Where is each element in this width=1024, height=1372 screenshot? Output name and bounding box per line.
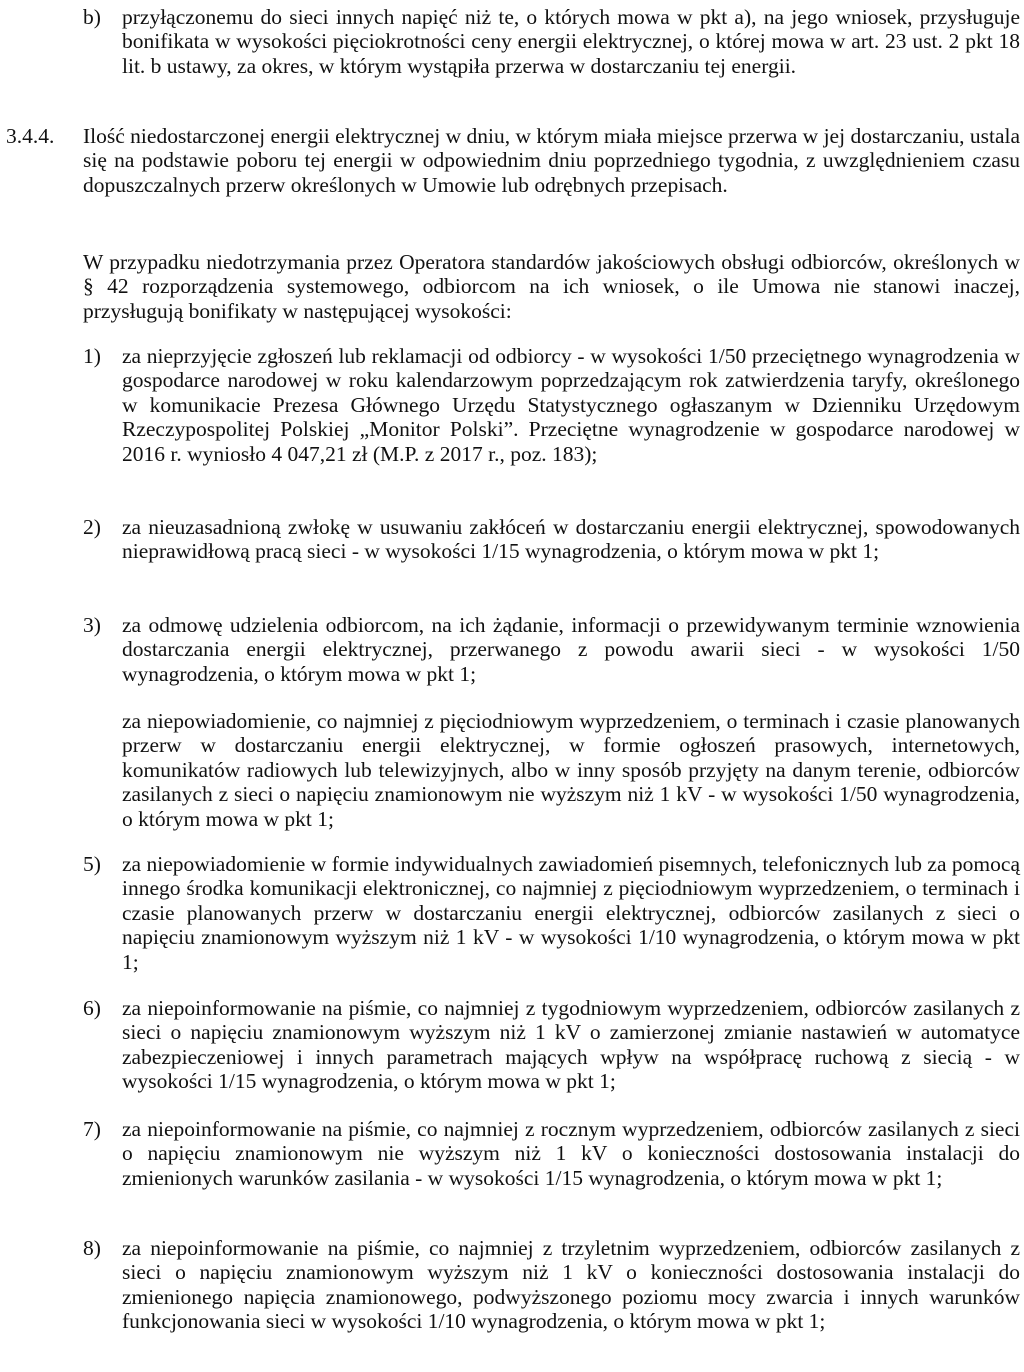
list-marker: 7): [83, 1117, 101, 1141]
list-item-text: za nieprzyjęcie zgłoszeń lub reklamacji od odbiorcy - w wysokości 1/50 przeciętnego wynagrodzenia w gospodarce narodowej w roku kalendarzowym poprzedzającym rok zatwierdzenia taryfy, określonego w komunikacie Prezesa Głównego Urzędu Statystycznego ogłaszanym w Dzienniku Urzędowym Rzeczypospolitej Polskiej „Monitor Polski”. Przeciętne wynagrodzenie w gospodarce narodowej w 2016 r. wyniosło 4 047,21 zł (M.P. z 2017 r., poz. 183);: [122, 344, 1020, 466]
intro-paragraph: W przypadku niedotrzymania przez Operatora standardów jakościowych obsługi odbiorców, określonych w § 42 rozporządzenia systemowego, odbiorcom na ich wniosek, o ile Umowa nie stanowi inaczej, przysługują bonifikaty w następującej wysokości:: [83, 250, 1020, 323]
list-item-text: przyłączonemu do sieci innych napięć niż te, o których mowa w pkt a), na jego wniosek, przysługuje bonifikata w wysokości pięciokrotności ceny energii elektrycznej, o której mowa w art. 23 ust. 2 pkt 18 lit. b ustawy, za okres, w którym wystąpiła przerwa w dostarczaniu tej energii.: [122, 5, 1020, 78]
list-marker: b): [83, 5, 101, 29]
list-marker: 1): [83, 344, 101, 368]
list-marker: 8): [83, 1236, 101, 1260]
list-item-text: za niepowiadomienie w formie indywidualnych zawiadomień pisemnych, telefonicznych lub za pomocą innego środka komunikacji elektronicznej, co najmniej z pięciodniowym wyprzedzeniem, o terminach i czasie planowanych przerw w dostarczaniu energii elektrycznej, odbiorców zasilanych z sieci o napięciu znamionowym wyższym niż 1 kV - w wysokości 1/10 wynagrodzenia, o którym mowa w pkt 1;: [122, 852, 1020, 974]
list-item-text: za niepoinformowanie na piśmie, co najmniej z trzyletnim wyprzedzeniem, odbiorców zasilanych z sieci o napięciu znamionowym wyższym niż 1 kV o konieczności dostosowania instalacji do zmienionego napięcia znamionowego, podwyższonego poziomu mocy zwarcia i innych warunków funkcjonowania sieci w wysokości 1/10 wynagrodzenia, o którym mowa w pkt 1;: [122, 1236, 1020, 1334]
list-marker: 5): [83, 852, 101, 876]
list-item-text: za niepoinformowanie na piśmie, co najmniej z tygodniowym wyprzedzeniem, odbiorców zasilanych z sieci o napięciu znamionowym wyższym niż 1 kV o zamierzonej zmianie nastawień w automatyce zabezpieczeniowej i innych parametrach mających wpływ na współpracę ruchową z siecią - w wysokości 1/15 wynagrodzenia, o którym mowa w pkt 1;: [122, 996, 1020, 1094]
section-number: 3.4.4.: [6, 124, 55, 148]
list-item-text: za odmowę udzielenia odbiorcom, na ich żądanie, informacji o przewidywanym terminie wznowienia dostarczania energii elektrycznej, przerwanego z powodu awarii sieci - w wysokości 1/50 wynagrodzenia, o którym mowa w pkt 1;: [122, 613, 1020, 686]
section-paragraph: [83, 124, 1020, 197]
list-marker: 3): [83, 613, 101, 637]
list-item-text: za nieuzasadnioną zwłokę w usuwaniu zakłóceń w dostarczaniu energii elektrycznej, spowodowanych nieprawidłową pracą sieci - w wysokości 1/15 wynagrodzenia, o którym mowa w pkt 1;: [122, 515, 1020, 564]
section-text: Ilość niedostarczonej energii elektrycznej w dniu, w którym miała miejsce przerwa w jej dostarczaniu, ustala się na podstawie poboru tej energii w odpowiednim dniu poprzedniego tygodnia, z uwzględnieniem czasu dopuszczalnych przerw określonych w Umowie lub odrębnych przepisach.: [83, 124, 1020, 197]
list-item-text: za niepowiadomienie, co najmniej z pięciodniowym wyprzedzeniem, o terminach i czasie planowanych przerw w dostarczaniu energii elektrycznej, w formie ogłoszeń prasowych, internetowych, komunikatów radiowych lub telewizyjnych, albo w inny sposób przyjęty na danym terenie, odbiorców zasilanych z sieci o napięciu znamionowym nie wyższym niż 1 kV - w wysokości 1/50 wynagrodzenia, o którym mowa w pkt 1;: [122, 709, 1020, 831]
list-marker: 2): [83, 515, 101, 539]
list-item-text: za niepoinformowanie na piśmie, co najmniej z rocznym wyprzedzeniem, odbiorców zasilanych z sieci o napięciu znamionowym nie wyższym niż 1 kV o konieczności dostosowania instalacji do zmienionych warunków zasilania - w wysokości 1/15 wynagrodzenia, o którym mowa w pkt 1;: [122, 1117, 1020, 1190]
list-marker: 6): [83, 996, 101, 1020]
